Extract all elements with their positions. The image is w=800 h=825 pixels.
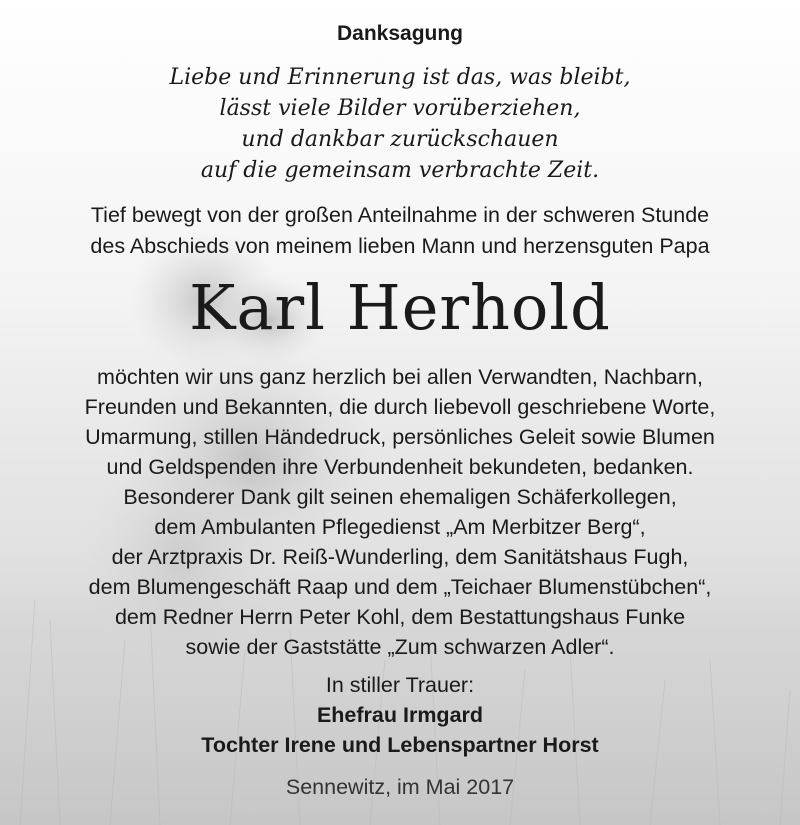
poem-line: lässt viele Bilder vorüberziehen, bbox=[219, 96, 581, 121]
thanks-line: und Geldspenden ihre Verbundenheit bekundeten, bedanken. bbox=[106, 455, 694, 479]
thanks-line: Besonderer Dank gilt seinen ehemaligen Schäferkollegen, bbox=[123, 485, 677, 509]
mourning-signature bbox=[0, 670, 800, 760]
thanks-line: dem Redner Herrn Peter Kohl, dem Bestattungshaus Funke bbox=[114, 605, 686, 629]
thanks-line: dem Ambulanten Pflegedienst „Am Merbitzer Berg“, bbox=[154, 515, 646, 539]
intro-line: des Abschieds von meinem lieben Mann und herzensguten Papa bbox=[90, 234, 710, 258]
thanks-line: dem Blumengeschäft Raap und dem „Teichaer Blumenstübchen“, bbox=[88, 575, 712, 599]
thanks-line: Freunden und Bekannten, die durch liebevoll geschriebene Worte, bbox=[84, 395, 716, 419]
mourner-name: Ehefrau Irmgard bbox=[316, 703, 484, 727]
mourning-label: In stiller Trauer: bbox=[325, 673, 475, 697]
poem-line: Liebe und Erinnerung ist das, was bleibt, bbox=[169, 65, 631, 90]
notice-heading: Danksagung bbox=[336, 22, 464, 45]
poem-line: und dankbar zurückschauen bbox=[241, 127, 559, 152]
place-and-date: Sennewitz, im Mai 2017 bbox=[285, 775, 515, 799]
thanks-line: Umarmung, stillen Händedruck, persönliches Geleit sowie Blumen bbox=[85, 425, 715, 449]
mourner-name: Tochter Irene und Lebenspartner Horst bbox=[201, 733, 599, 757]
thanks-line: der Arztpraxis Dr. Reiß-Wunderling, dem Sanitätshaus Fugh, bbox=[111, 545, 689, 569]
intro-text bbox=[0, 200, 800, 262]
poem-line: auf die gemeinsam verbrachte Zeit. bbox=[200, 158, 600, 183]
deceased-name: Karl Herhold bbox=[189, 271, 611, 344]
thanks-line: sowie der Gaststätte „Zum schwarzen Adler“. bbox=[185, 635, 615, 659]
intro-line: Tief bewegt von der großen Anteilnahme in der schweren Stunde bbox=[90, 203, 710, 227]
thanks-line: möchten wir uns ganz herzlich bei allen Verwandten, Nachbarn, bbox=[97, 365, 703, 389]
thanks-text bbox=[0, 362, 800, 662]
memorial-poem bbox=[0, 62, 800, 186]
